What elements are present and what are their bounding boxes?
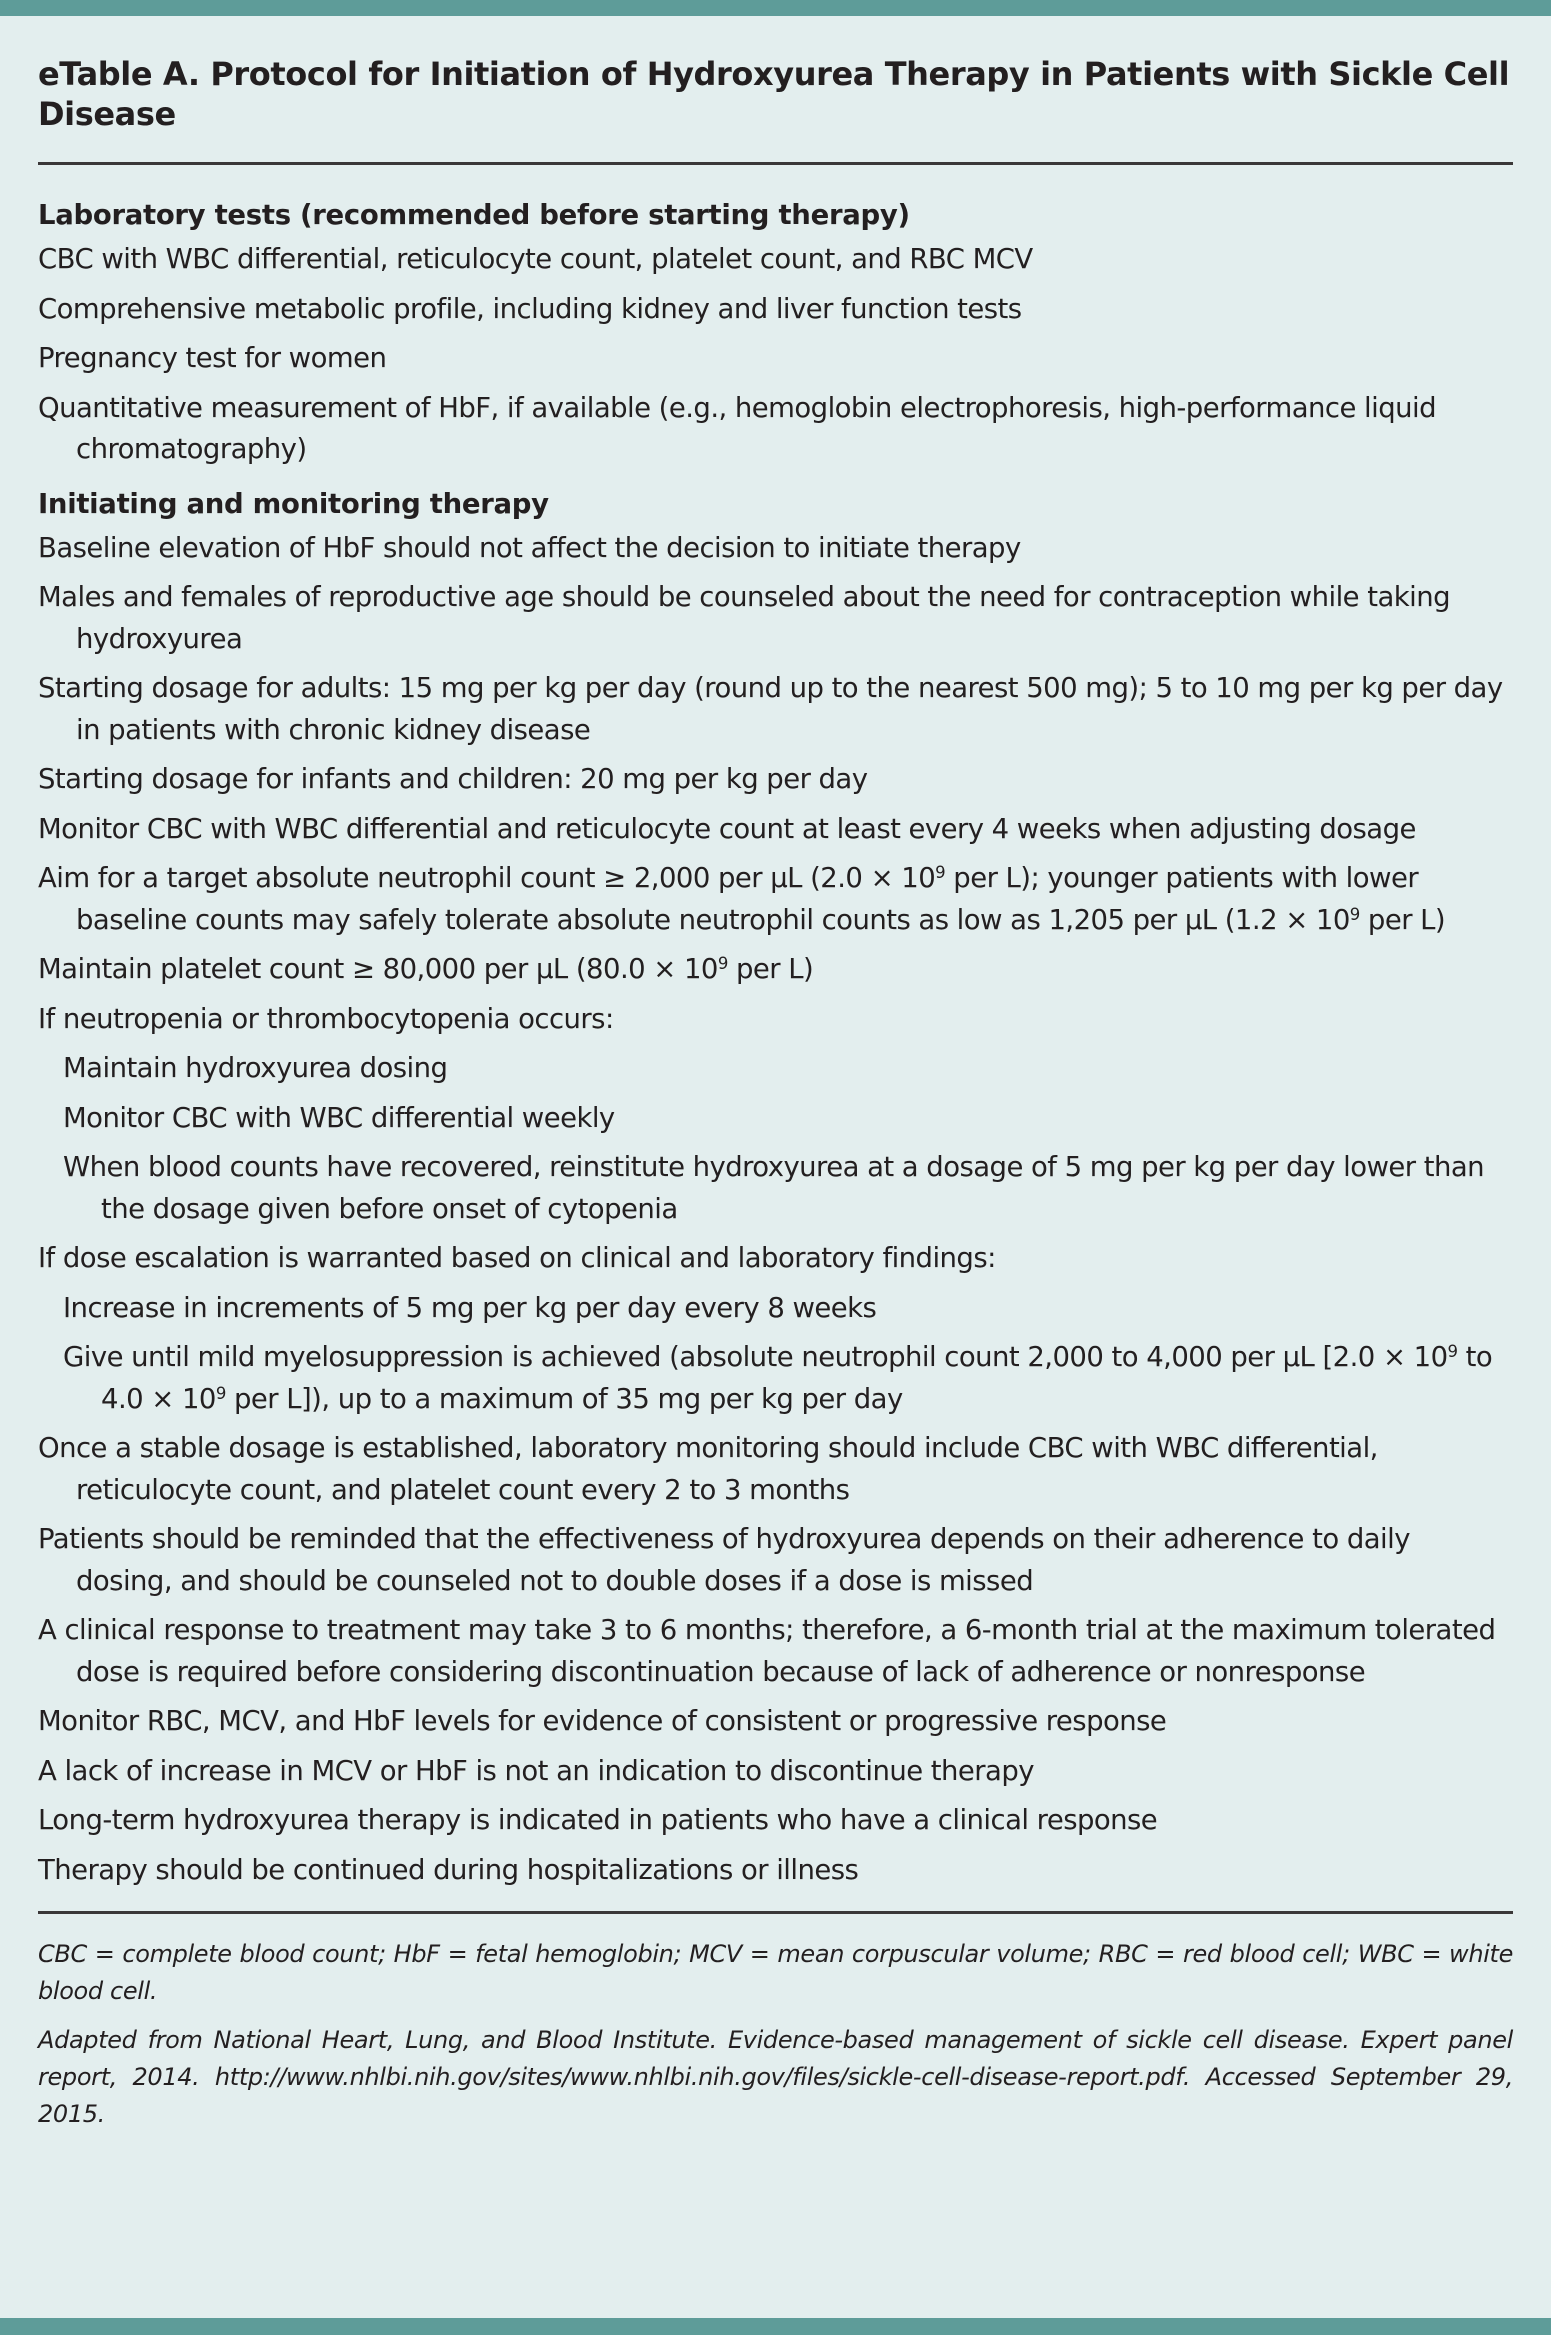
top-accent-band: [0, 0, 1551, 16]
table-row: If dose escalation is warranted based on clinical and laboratory findings:: [38, 1242, 996, 1274]
table-row: If neutropenia or thrombocytopenia occurs:: [38, 1002, 614, 1035]
row-text: Give until mild myelosuppression is achieved (absolute neutrophil count 2,000 to 4,000 per μL [2.0 × 10: [63, 1341, 1448, 1373]
table-subrow: Increase in increments of 5 mg per kg per day every 8 weeks: [63, 1291, 877, 1324]
footer-divider: [38, 1911, 1513, 1914]
superscript-exponent: 9: [717, 953, 728, 973]
table-row: Quantitative measurement of HbF, if available (e.g., hemoglobin electrophoresis, high-performance liquid chromatography): [38, 391, 1437, 465]
bottom-accent-band: [0, 2318, 1551, 2335]
table-subrow: Maintain hydroxyurea dosing: [63, 1052, 448, 1084]
table-row: Males and females of reproductive age should be counseled about the need for contraception while taking hydroxyurea: [38, 581, 1451, 655]
table-row: Long-term hydroxyurea therapy is indicated in patients who have a clinical response: [38, 1804, 1158, 1836]
row-text: Aim for a target absolute neutrophil count ≥ 2,000 per μL (2.0 × 10: [38, 862, 936, 894]
table-row: CBC with WBC differential, reticulocyte count, platelet count, and RBC MCV: [38, 243, 1033, 275]
table-subrow: Monitor CBC with WBC differential weekly: [63, 1101, 615, 1134]
table-row: Patients should be reminded that the effectiveness of hydroxyurea depends on their adherence to daily dosing, and should be counseled not to double doses if a dose is missed: [38, 1523, 1410, 1597]
section-heading-laboratory-tests: Laboratory tests (recommended before starting therapy): [38, 199, 910, 231]
table-row: Starting dosage for adults: 15 mg per kg per day (round up to the nearest 500 mg); 5 to 10 mg per kg per day in patients with chronic kidney disease: [38, 672, 1503, 746]
superscript-exponent: 9: [1447, 1341, 1458, 1361]
table-row: A clinical response to treatment may take 3 to 6 months; therefore, a 6-month trial at the maximum tolerated dose is required before considering discontinuation because of lack of adherence or nonresponse: [38, 1614, 1496, 1688]
table-title: eTable A. Protocol for Initiation of Hydroxyurea Therapy in Patients with Sickle Cell Disease: [38, 55, 1510, 133]
table-row-platelet-target: [38, 949, 1513, 999]
table-row: Starting dosage for infants and children: 20 mg per kg per day: [38, 763, 868, 795]
abbreviations-footnote: CBC = complete blood count; HbF = fetal hemoglobin; MCV = mean corpuscular volume; RBC = red blood cell; WBC = white blood cell.: [38, 1940, 1513, 2005]
table-subrow: When blood counts have recovered, reinstitute hydroxyurea at a dosage of 5 mg per kg per day lower than the dosage given before onset of cytopenia: [63, 1151, 1485, 1225]
table-row: Therapy should be continued during hospitalizations or illness: [38, 1853, 859, 1886]
superscript-exponent: 9: [215, 1383, 226, 1403]
superscript-exponent: 9: [935, 862, 946, 882]
row-text: per L); younger patients with lower baseline counts may safely tolerate absolute neutrophil counts as low as 1,205 per μL (1.2 × 10: [76, 862, 1419, 936]
row-text: per L): [1359, 903, 1446, 936]
row-text: Maintain platelet count ≥ 80,000 per μL (80.0 × 10: [38, 953, 718, 985]
table-row: Pregnancy test for women: [38, 342, 387, 374]
source-citation: Adapted from National Heart, Lung, and Blood Institute. Evidence-based management of sickle cell disease. Expert panel report, 2014. http://www.nhlbi.nih.gov/sites/www.nhlbi.nih.gov/files/sickle-cell-disease-report.pdf. Accessed September 29, 2015.: [38, 2026, 1513, 2128]
table-row: Comprehensive metabolic profile, including kidney and liver function tests: [38, 292, 1022, 325]
row-text: to 4.0 × 10: [101, 1341, 1493, 1415]
table-subrow-myelosuppression: [38, 1337, 1513, 1428]
table-row: A lack of increase in MCV or HbF is not an indication to discontinue therapy: [38, 1754, 1034, 1787]
table-row: Baseline elevation of HbF should not affect the decision to initiate therapy: [38, 531, 1021, 564]
table-row-neutrophil-target: [38, 858, 1513, 949]
table-row: Monitor CBC with WBC differential and reticulocyte count at least every 4 weeks when adjusting dosage: [38, 812, 1416, 845]
row-text: per L]), up to a maximum of 35 mg per kg per day: [225, 1382, 903, 1415]
table-row: Once a stable dosage is established, laboratory monitoring should include CBC with WBC differential, reticulocyte count, and platelet count every 2 to 3 months: [38, 1432, 1378, 1506]
row-text: per L): [727, 953, 814, 985]
footnotes: [38, 1936, 1513, 2133]
etable-document: [38, 16, 1513, 2145]
title-divider: [38, 162, 1513, 165]
protocol-table-body: [38, 190, 1513, 1899]
section-heading-initiating-monitoring: Initiating and monitoring therapy: [38, 487, 549, 520]
table-row: Monitor RBC, MCV, and HbF levels for evidence of consistent or progressive response: [38, 1705, 1167, 1737]
superscript-exponent: 9: [1349, 904, 1360, 924]
